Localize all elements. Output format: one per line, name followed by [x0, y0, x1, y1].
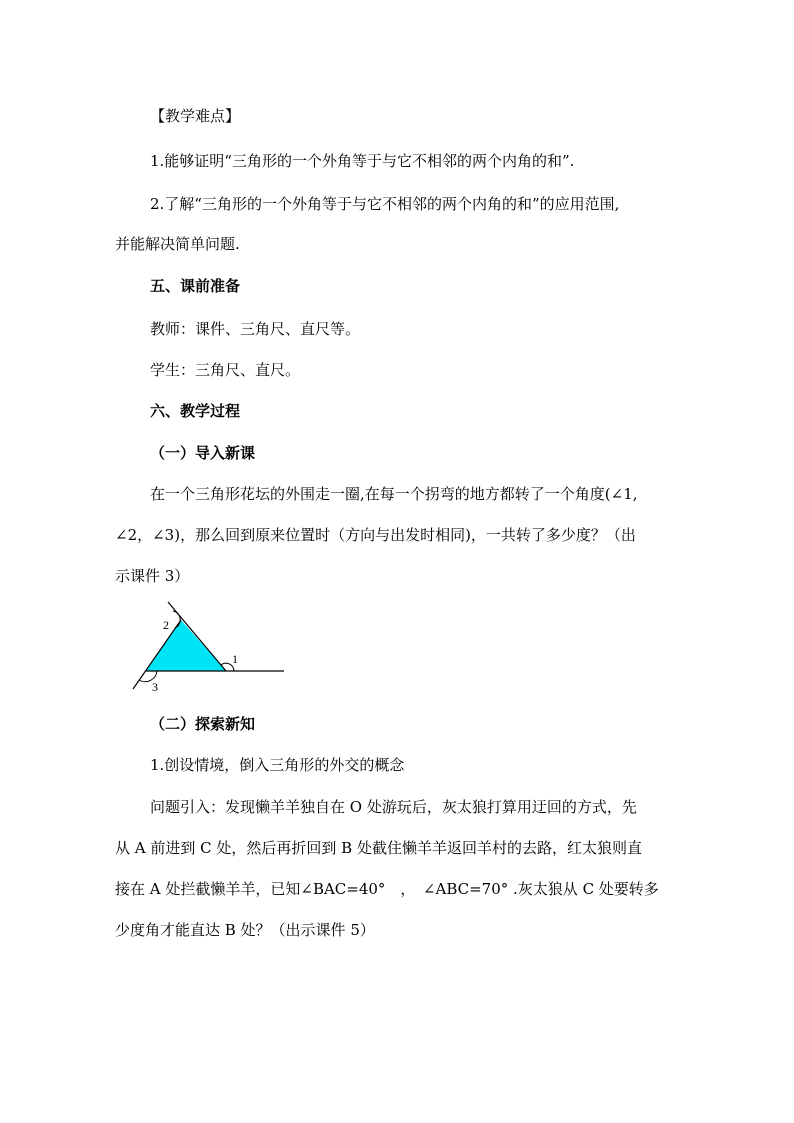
- intro-paragraph-line3: 示课件 3）: [115, 567, 190, 585]
- problem-line3: 接在 A 处拦截懒羊羊，已知∠BAC=40° ， ∠ABC=70° .灰太狼从 C 处要转多: [115, 880, 659, 898]
- subheading-explore: （二）探索新知: [150, 715, 256, 733]
- intro-paragraph-line1: 在一个三角形花坛的外围走一圈,在每一个拐弯的地方都转了一个角度(∠1,: [150, 485, 638, 503]
- subheading-intro: （一）导入新课: [150, 444, 256, 462]
- section-heading-preparation: 五、课前准备: [150, 277, 241, 295]
- angle-label-1: 1: [232, 652, 238, 666]
- angle-label-3: 3: [152, 680, 158, 694]
- intro-paragraph-line2: ∠2，∠3)，那么回到原来位置时（方向与出发时相同)，一共转了多少度？（出: [115, 526, 636, 544]
- difficulty-item-2-line1: 2.了解“三角形的一个外角等于与它不相邻的两个内角的和”的应用范围,: [150, 195, 620, 213]
- angle-label-2: 2: [163, 618, 169, 632]
- problem-line2: 从 A 前进到 C 处，然后再折回到 B 处截住懒羊羊返回羊村的去路，红太狼则直: [115, 839, 642, 857]
- triangle-fill: [146, 620, 226, 671]
- difficulty-item-2-line2: 并能解决简单问题.: [115, 235, 240, 253]
- section-heading-process: 六、教学过程: [150, 402, 241, 420]
- difficulty-item-1: 1.能够证明“三角形的一个外角等于与它不相邻的两个内角的和”.: [150, 152, 575, 170]
- prep-teacher: 教师：课件、三角尺、直尺等。: [150, 320, 361, 338]
- explore-item-1: 1.创设情境，倒入三角形的外交的概念: [150, 756, 405, 774]
- problem-line4: 少度角才能直达 B 处？（出示课件 5）: [115, 921, 375, 939]
- prep-student: 学生：三角尺、直尺。: [150, 361, 301, 379]
- problem-line1: 问题引入：发现懒羊羊独自在 O 处游玩后，灰太狼打算用迂回的方式，先: [150, 798, 637, 816]
- triangle-exterior-angles-figure: [128, 600, 292, 694]
- section-heading-difficulties: 【教学难点】: [150, 107, 241, 125]
